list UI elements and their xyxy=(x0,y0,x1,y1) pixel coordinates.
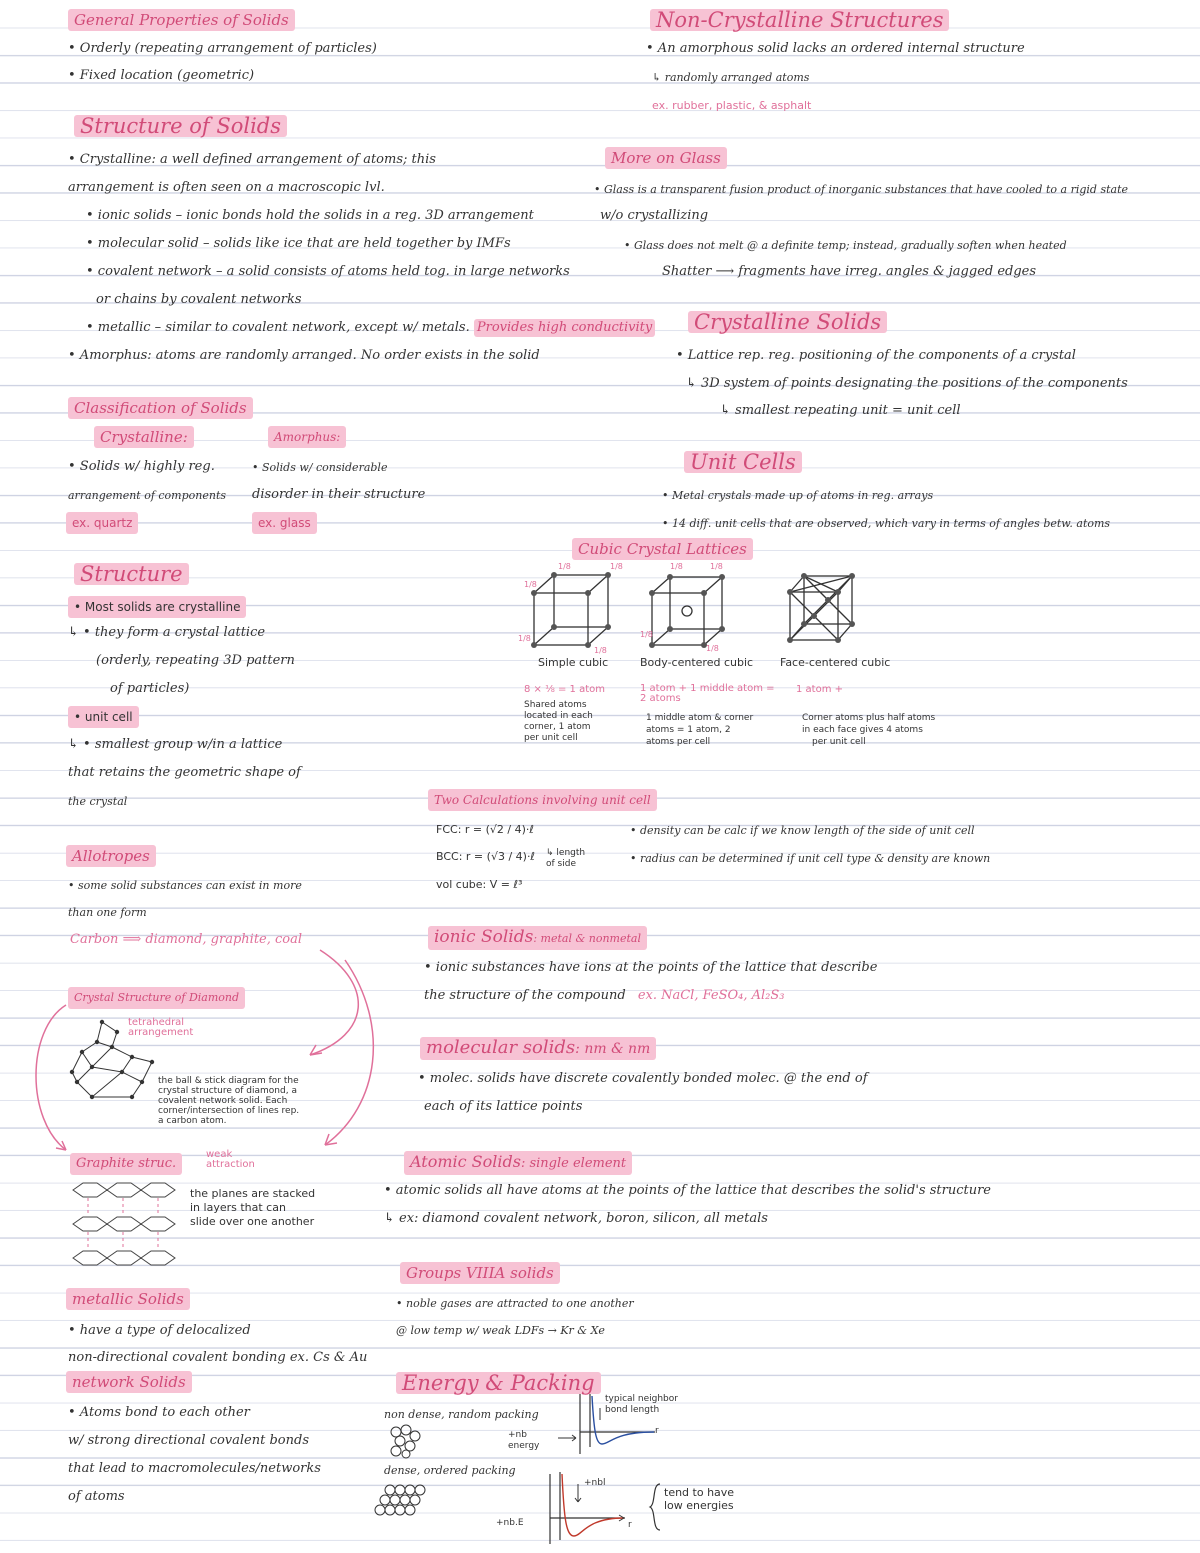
amorphus-label: Amorphus: xyxy=(268,426,346,448)
energy-typical-label: typical neighbor bond length xyxy=(605,1394,678,1415)
diamond-note-3: covalent network solid. Each xyxy=(158,1096,288,1106)
brace-icon xyxy=(648,1482,662,1532)
glass-line-3: • Glass does not melt @ a definite temp; instead, gradually soften when heated xyxy=(624,239,1067,252)
ionic-heading: ionic Solids xyxy=(434,927,534,947)
sos-line-5: • covalent network – a solid consists of atoms held tog. in large networks xyxy=(86,264,570,279)
diamond-note-2: crystal structure of diamond, a xyxy=(158,1086,297,1096)
energy-r-label-1: r xyxy=(655,1426,659,1436)
energy-nb-label: +nb energy xyxy=(508,1430,540,1451)
cubic-section xyxy=(572,538,753,560)
bcc-eighth-label-3: 1/8 xyxy=(640,630,653,639)
groups-section xyxy=(400,1262,560,1284)
ionic-example: ex. NaCl, FeSO₄, Al₂S₃ xyxy=(637,988,785,1003)
network-heading: network Solids xyxy=(66,1371,192,1393)
amorphus-example-wrap xyxy=(252,512,317,534)
ionic-line-2 xyxy=(424,987,785,1005)
unit-cells-section xyxy=(684,451,802,473)
diamond-heading: Crystal Structure of Diamond xyxy=(68,987,245,1009)
sc-eighth-label-4: 1/8 xyxy=(518,634,531,643)
metallic-section xyxy=(66,1288,190,1310)
diamond-note-4: corner/intersection of lines rep. xyxy=(158,1106,300,1116)
structure-highlight-wrap xyxy=(68,596,246,618)
simple-cubic-calc: 8 × ⅛ = 1 atom xyxy=(524,684,605,695)
glass-line-2: w/o crystallizing xyxy=(600,208,709,223)
amorphus-line-1: • Solids w/ considerable xyxy=(252,461,388,474)
fcc-desc-1: Corner atoms plus half atoms xyxy=(802,713,936,723)
calc-bcc: BCC: r = (√3 / 4)·ℓ xyxy=(436,850,535,863)
groups-heading: Groups VIIIA solids xyxy=(400,1262,560,1284)
atomic-line-1: • atomic solids all have atoms at the points of the lattice that describes the solid's structure xyxy=(384,1183,991,1198)
sc-eighth-label-3: 1/8 xyxy=(610,562,623,571)
atomic-sub: : single element xyxy=(520,1156,627,1171)
classification-heading: Classification of Solids xyxy=(68,397,253,419)
diamond-label: tetrahedral arrangement xyxy=(128,1017,194,1038)
graphite-heading: Graphite struc. xyxy=(70,1153,182,1175)
noncrystalline-line-1: • An amorphous solid lacks an ordered internal structure xyxy=(646,41,1025,56)
ionic-line-1: • ionic substances have ions at the points of the lattice that describe xyxy=(424,960,878,975)
structure-of-solids-heading: Structure of Solids xyxy=(74,115,287,137)
cubic-heading: Cubic Crystal Lattices xyxy=(572,538,753,560)
structure-of-solids-section xyxy=(74,115,287,137)
graphite-lattice-figure xyxy=(68,1178,183,1288)
network-line-4: of atoms xyxy=(68,1489,125,1504)
structure-heading: Structure xyxy=(74,563,189,585)
crystalline-solids-line-1: • Lattice rep. reg. positioning of the components of a crystal xyxy=(676,348,1076,363)
energy-nbe-label: +nb.E xyxy=(496,1518,524,1528)
sc-eighth-label-1: 1/8 xyxy=(524,580,537,589)
network-section xyxy=(66,1371,192,1393)
ionic-heading-wrap xyxy=(428,926,647,950)
crystalline-line-1: • Solids w/ highly reg. xyxy=(68,459,215,474)
sc-desc-3: corner, 1 atom xyxy=(524,722,591,732)
molecular-line-2: each of its lattice points xyxy=(424,1099,583,1114)
molecular-section xyxy=(420,1037,656,1060)
unit-line-3: the crystal xyxy=(68,795,128,808)
bcc-eighth-label-2: 1/8 xyxy=(710,562,723,571)
sc-desc-4: per unit cell xyxy=(524,733,578,743)
general-line-2: • Fixed location (geometric) xyxy=(68,68,255,83)
simple-cubic-name: Simple cubic xyxy=(538,656,609,669)
crystalline-example-wrap xyxy=(66,512,138,534)
calc-bcc-note: ↳ length of side xyxy=(546,848,586,869)
amorphus-label-wrap xyxy=(268,426,346,448)
unit-cells-heading: Unit Cells xyxy=(684,451,802,473)
crystalline-line-2: arrangement of components xyxy=(68,489,227,502)
bcc-calc: 1 atom + 1 middle atom = 2 atoms xyxy=(640,683,775,704)
graphite-note-3: slide over one another xyxy=(190,1215,315,1228)
bcc-desc-3: atoms per cell xyxy=(646,737,711,747)
fcc-desc-3: per unit cell xyxy=(812,737,866,747)
sos-line-1: • Crystalline: a well defined arrangement of atoms; this xyxy=(68,152,436,167)
graphite-note-1: the planes are stacked xyxy=(190,1187,316,1200)
diamond-graphite-arrow xyxy=(26,1000,76,1160)
metallic-heading: metallic Solids xyxy=(66,1288,190,1310)
structure-line-1: ↳ • they form a crystal lattice xyxy=(68,625,266,640)
ordered-packing-figure xyxy=(374,1484,434,1520)
random-packing-figure xyxy=(388,1424,428,1458)
sc-desc-1: Shared atoms xyxy=(524,700,587,710)
allotropes-line-2: than one form xyxy=(68,906,147,919)
sos-line-3: • ionic solids – ionic bonds hold the solids in a reg. 3D arrangement xyxy=(86,208,534,223)
graphite-section xyxy=(70,1152,182,1175)
calc-heading: Two Calculations involving unit cell xyxy=(428,789,657,811)
unit-line-1: ↳ • smallest group w/in a lattice xyxy=(68,737,283,752)
fcc-desc-2: in each face gives 4 atoms xyxy=(802,725,923,735)
sos-line-8: • Amorphus: atoms are randomly arranged. No order exists in the solid xyxy=(68,348,540,363)
network-line-3: that lead to macromolecules/networks xyxy=(68,1461,321,1476)
sos-metallic-text: • metallic – similar to covalent network, except w/ metals. xyxy=(86,320,470,335)
calc-section xyxy=(428,789,657,811)
crystalline-solids-line-3: ↳ smallest repeating unit = unit cell xyxy=(720,403,961,418)
molecular-heading: molecular solids xyxy=(426,1037,576,1058)
bcc-eighth-label-4: 1/8 xyxy=(706,644,719,653)
molecular-line-1: • molec. solids have discrete covalently bonded molec. @ the end of xyxy=(418,1071,868,1086)
classification-section xyxy=(68,397,253,419)
atomic-heading-wrap xyxy=(404,1151,632,1175)
allotropes-heading: Allotropes xyxy=(66,845,156,867)
sos-line-2: arrangement is often seen on a macroscopic lvl. xyxy=(68,180,385,195)
amorphus-line-2: disorder in their structure xyxy=(252,487,426,502)
diamond-note-5: a carbon atom. xyxy=(158,1116,227,1126)
energy-curve-ordered xyxy=(520,1468,640,1548)
fcc-name: Face-centered cubic xyxy=(780,656,891,669)
atomic-section xyxy=(404,1151,632,1175)
sos-line-6: or chains by covalent networks xyxy=(96,292,302,307)
crystalline-label: Crystalline: xyxy=(94,426,194,448)
noncrystalline-section xyxy=(650,9,949,31)
general-properties-section xyxy=(68,9,295,31)
calc-note-1: • density can be calc if we know length of the side of unit cell xyxy=(630,824,975,837)
amorphus-example: ex. glass xyxy=(252,512,317,534)
bcc-eighth-label-1: 1/8 xyxy=(670,562,683,571)
structure-line-2: (orderly, repeating 3D pattern xyxy=(96,653,295,668)
glass-section xyxy=(605,147,727,169)
sos-highlight: Provides high conductivity xyxy=(474,319,655,337)
crystalline-example: ex. quartz xyxy=(66,512,138,534)
atomic-line-2: ↳ ex: diamond covalent network, boron, silicon, all metals xyxy=(384,1211,768,1226)
energy-nondense: non dense, random packing xyxy=(384,1408,539,1421)
sc-desc-2: located in each xyxy=(524,711,593,721)
sc-eighth-label-2: 1/8 xyxy=(558,562,571,571)
allotropes-line-1: • some solid substances can exist in more xyxy=(68,879,302,892)
calc-note-2: • radius can be determined if unit cell type & density are known xyxy=(630,852,991,865)
ionic-sub: : metal & nonmetal xyxy=(533,932,641,945)
atomic-heading: Atomic Solids xyxy=(410,1152,521,1171)
general-line-1: • Orderly (repeating arrangement of particles) xyxy=(68,41,377,56)
metallic-line-1: • have a type of delocalized xyxy=(68,1323,251,1338)
energy-tend-note: tend to have low energies xyxy=(664,1486,735,1512)
structure-section xyxy=(74,563,189,585)
molecular-heading-wrap xyxy=(420,1037,656,1060)
allotropes-carbon: Carbon ⟹ diamond, graphite, coal xyxy=(70,932,303,947)
noncrystalline-line-2: ↳ randomly arranged atoms xyxy=(652,71,810,84)
general-properties-heading: General Properties of Solids xyxy=(68,9,295,31)
glass-line-1: • Glass is a transparent fusion product of inorganic substances that have cooled to a rigid state xyxy=(594,183,1128,196)
network-line-1: • Atoms bond to each other xyxy=(68,1405,250,1420)
crystalline-label-wrap xyxy=(94,426,194,448)
energy-dense: dense, ordered packing xyxy=(384,1464,516,1477)
bcc-name: Body-centered cubic xyxy=(640,656,754,669)
sos-line-7 xyxy=(86,319,655,337)
groups-line-1: • noble gases are attracted to one another xyxy=(396,1297,634,1310)
diamond-lattice-figure xyxy=(62,1012,172,1122)
unit-cells-line-2: • 14 diff. unit cells that are observed, which vary in terms of angles betw. atoms xyxy=(662,517,1111,530)
glass-line-4: Shatter ⟶ fragments have irreg. angles & jagged edges xyxy=(662,264,1037,279)
crystalline-solids-section xyxy=(688,311,887,333)
simple-cubic-figure xyxy=(518,562,623,655)
crystalline-solids-line-2: ↳ 3D system of points designating the positions of the components xyxy=(686,376,1128,391)
noncrystalline-heading: Non-Crystalline Structures xyxy=(650,9,949,31)
structure-line-3: of particles) xyxy=(110,681,190,696)
glass-heading: More on Glass xyxy=(605,147,727,169)
energy-r-label-2: r xyxy=(628,1520,632,1530)
calc-fcc: FCC: r = (√2 / 4)·ℓ xyxy=(436,823,534,836)
diamond-note-1: the ball & stick diagram for the xyxy=(158,1076,299,1086)
energy-nbl-label: +nbl xyxy=(584,1478,606,1488)
groups-line-2: @ low temp w/ weak LDFs → Kr & Xe xyxy=(396,1324,605,1337)
diamond-section xyxy=(68,986,245,1009)
energy-heading: Energy & Packing xyxy=(396,1372,601,1394)
structure-highlight: • Most solids are crystalline xyxy=(68,596,246,618)
face-centered-cubic-figure xyxy=(782,568,862,648)
unit-cell-label: • unit cell xyxy=(68,706,139,728)
molecular-sub: : nm & nm xyxy=(575,1041,651,1057)
graphite-label: weak attraction xyxy=(206,1149,255,1170)
calc-vol: vol cube: V = ℓ³ xyxy=(436,878,523,891)
noncrystalline-example: ex. rubber, plastic, & asphalt xyxy=(652,99,812,112)
sos-line-4: • molecular solid – solids like ice that are held together by IMFs xyxy=(86,236,511,251)
sc-eighth-label-5: 1/8 xyxy=(594,646,607,655)
ionic-line-2-text: the structure of the compound xyxy=(424,988,626,1003)
allotropes-section xyxy=(66,845,156,867)
carbon-arrows xyxy=(300,945,420,1155)
unit-cell-wrap xyxy=(68,706,139,728)
body-centered-cubic-figure xyxy=(640,562,740,655)
bcc-desc-1: 1 middle atom & corner xyxy=(646,713,754,723)
crystalline-solids-heading: Crystalline Solids xyxy=(688,311,887,333)
unit-line-2: that retains the geometric shape of xyxy=(68,765,301,780)
network-line-2: w/ strong directional covalent bonds xyxy=(68,1433,309,1448)
ionic-section xyxy=(428,926,647,950)
graphite-note-2: in layers that can xyxy=(190,1201,286,1214)
metallic-line-2: non-directional covalent bonding ex. Cs & Au xyxy=(68,1350,368,1365)
energy-section xyxy=(396,1372,601,1394)
unit-cells-line-1: • Metal crystals made up of atoms in reg. arrays xyxy=(662,489,934,502)
bcc-desc-2: atoms = 1 atom, 2 xyxy=(646,725,731,735)
fcc-calc: 1 atom + xyxy=(796,684,844,695)
